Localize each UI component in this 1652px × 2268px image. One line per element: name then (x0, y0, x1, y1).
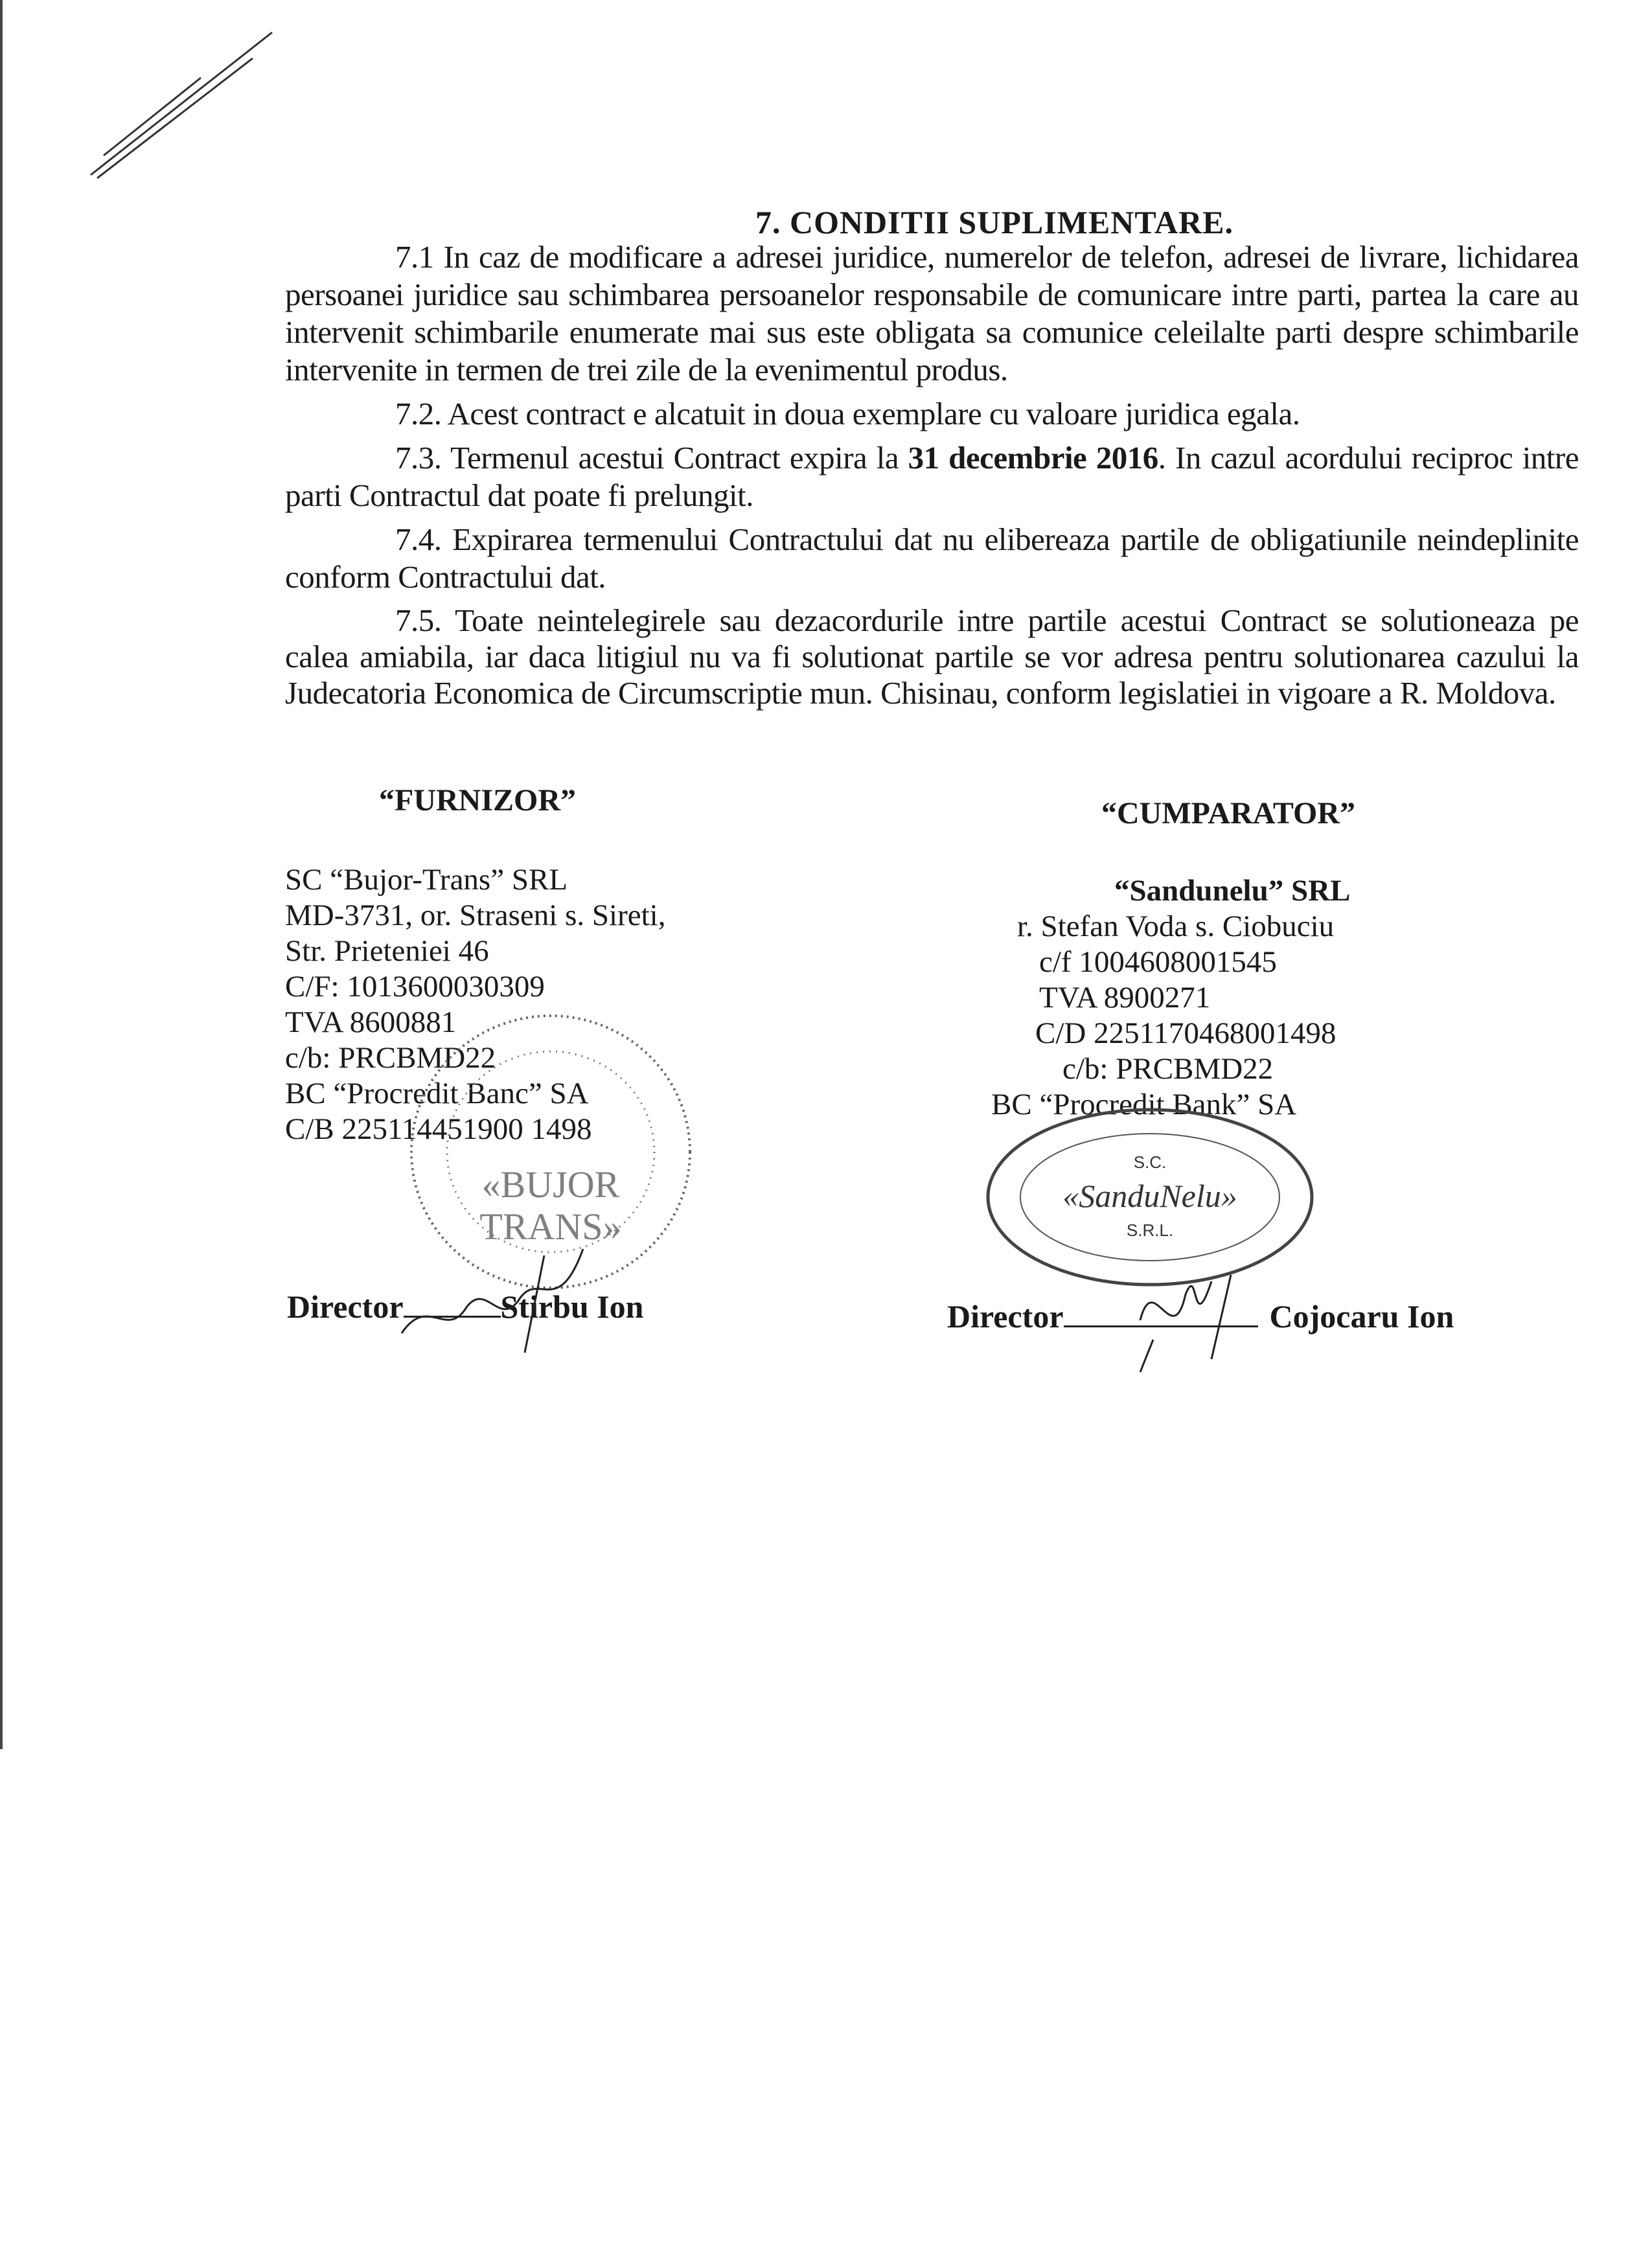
clause-text: . In cazul acordului reciproc intre parti Contractul dat poate fi prelungit. (285, 440, 1579, 513)
supplier-signature (389, 1230, 602, 1359)
buyer-details (991, 873, 1350, 1123)
clause-7-3 (285, 439, 1579, 514)
buyer-line: r. Stefan Voda s. Ciobuciu (1017, 910, 1335, 943)
supplier-line: Str. Prieteniei 46 (285, 934, 489, 968)
signature-section (0, 783, 1652, 1366)
supplier-line: BC “Procredit Banc” SA (285, 1077, 589, 1110)
document-content (0, 206, 1652, 1366)
supplier-line: C/B 225114451900 1498 (285, 1112, 592, 1146)
svg-text:«BUJOR: «BUJOR (481, 1163, 620, 1206)
director-name: Cojocaru Ion (1269, 1298, 1454, 1334)
section-title: 7. CONDITII SUPLIMENTARE. (755, 204, 1234, 240)
supplier-line: SC “Bujor-Trans” SRL (285, 863, 568, 897)
clause-7-2: 7.2. Acest contract e alcatuit in doua exemplare cu valoare juridica egala. (395, 396, 1300, 431)
svg-text:S.C.: S.C. (1133, 1152, 1167, 1172)
buyer-line: C/D 2251170468001498 (1035, 1016, 1337, 1050)
supplier-line: TVA 8600881 (285, 1005, 457, 1039)
clause-7-4: 7.4. Expirarea termenului Contractului dat nu elibereaza partile de obligatiunile neindeplinite conform Contractului dat. (285, 521, 1579, 595)
svg-text:«SanduNelu»: «SanduNelu» (1062, 1178, 1237, 1214)
clauses (285, 238, 1579, 711)
director-label: Director (287, 1289, 404, 1325)
supplier-heading: “FURNIZOR” (379, 783, 577, 818)
clause-text: 7.3. Termenul acestui Contract expira la (395, 440, 908, 475)
director-name: Stirbu Ion (500, 1289, 644, 1325)
svg-text:TRANS»: TRANS» (479, 1206, 622, 1248)
svg-text:S.R.L.: S.R.L. (1126, 1220, 1174, 1240)
clause-7-5: 7.5. Toate neintelegirele sau dezacordurile intre partile acestui Contract se solutioneaza pe calea amiabila, iar daca litigiul nu va fi solutionat partile se vor adresa pentru solutionarea cazului la Judecatoria Economica de Circumscriptie mun. Chisinau, conform legislatiei in vigoare a R. Moldova. (285, 602, 1579, 711)
expiry-date: 31 decembrie 2016 (908, 440, 1158, 475)
supplier-line: c/b: PRCBMD22 (285, 1041, 496, 1075)
buyer-line: BC “Procredit Bank” SA (991, 1088, 1297, 1121)
director-label: Director (947, 1298, 1064, 1334)
buyer-name: “Sandunelu” SRL (1114, 874, 1351, 908)
buyer-line: TVA 8900271 (1039, 981, 1211, 1014)
supplier-line: C/F: 1013600030309 (285, 970, 545, 1003)
buyer-heading: “CUMPARATOR” (1101, 796, 1355, 830)
buyer-line: c/b: PRCBMD22 (1062, 1052, 1274, 1086)
buyer-line: c/f 1004608001545 (1039, 945, 1277, 979)
clause-7-1: 7.1 In caz de modificare a adresei juridice, numerelor de telefon, adresei de livrare, lichidarea persoanei juridice sau schimbarea persoanelor responsabile de comunicare intre parti, partea la care au intervenit schimbarile enumerate mai sus este obligata sa comunice celeilalte parti despre schimbarile intervenite in termen de trei zile de la evenimentul produs. (285, 239, 1579, 387)
supplier-line: MD-3731, or. Straseni s. Sireti, (285, 899, 666, 932)
buyer-signature (1114, 1243, 1257, 1372)
scan-pen-mark (84, 26, 279, 181)
